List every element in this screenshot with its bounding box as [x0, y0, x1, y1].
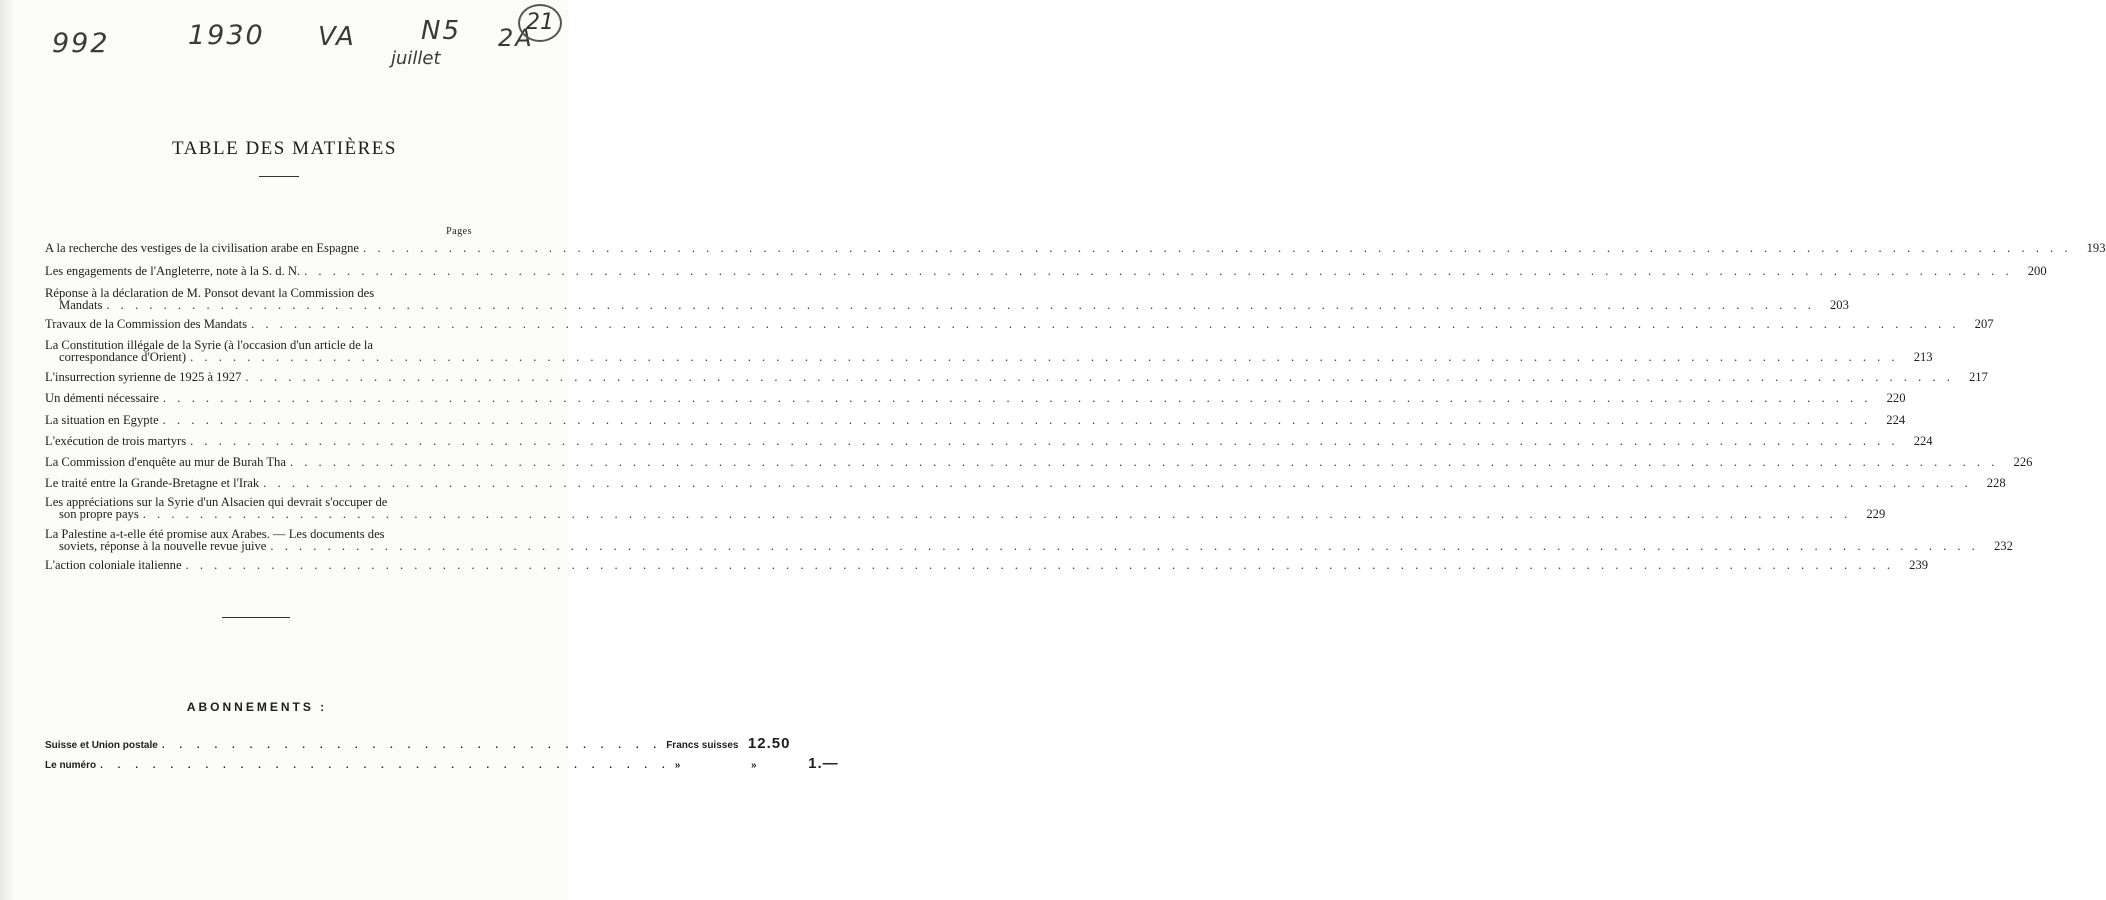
dot-leader: . . . . . . . . . . . . . . . . . . . . . . . . . . . . . . . . . . . . . . . . . . . . . . . . . . . . . . . . . . . . . . . . . . . . . . . . . . . . . . . . . . . . . . . . . . . . . . . . . . . . . . . . . . . . . . . . . . . . . . . . — [245, 370, 1954, 384]
toc-page-number: 220 — [1886, 391, 1906, 405]
toc-entry-line — [45, 413, 1906, 427]
dot-leader: . . . . . . . . . . . . . . . . . . . . . . . . . . . . . . . . . . . . . . . . . . . . . . . . . . . . . . . . . . . . . . . . . . . . . . . . . . . . . . . . . . . . . . . . . . . . . . . . . . . . . . . . . . . . . . . . . . . . . . . . — [251, 317, 1960, 331]
toc-entry — [45, 558, 1929, 572]
handwritten-month: juillet — [391, 48, 441, 69]
handwritten-number: 992 — [52, 28, 110, 59]
toc-entry-title: La Palestine a-t-elle été promise aux Arabes. — Les documents des — [45, 527, 385, 541]
dot-leader: . . . . . . . . . . . . . . . . . . . . . . . . . . . . . . . . . . . . . . . . . . . . . . . . . . . . . . . . . . . . . . . . . . . . . . . . . . . . . . . . . . . . . . . . . . . . . . . . . . . . . . . . . . . . . . . . . . . . . . . . — [162, 413, 1872, 427]
dot-leader: . . . . . . . . . . . . . . . . . . . . . . . . . . . . . . . . . . . . . . . . . . . . . . . . . . . . . . . . . . . . . . . . . . . . . . . . . . . . . . . . . . . . . . . . . . . . . . . . . . . . . . . . . . . . . . . . . . . . . . . . — [106, 298, 1815, 312]
subscription-currency: Francs suisses — [666, 740, 739, 751]
toc-entry-title: Un démenti nécessaire — [45, 391, 159, 405]
subscription-label: Suisse et Union postale — [45, 740, 158, 751]
toc-page-number: 239 — [1909, 558, 1929, 572]
dot-leader: . . . . . . . . . . . . . . . . . . . . . . . . . . . . . — [161, 740, 663, 751]
handwritten-issue: N5 — [421, 16, 461, 46]
toc-entry-title: Le traité entre la Grande-Bretagne et l'Irak — [45, 476, 260, 490]
toc-entry-title: L'exécution de trois martyrs — [45, 434, 187, 448]
dot-leader: . . . . . . . . . . . . . . . . . . . . . . . . . . . . . . . . . . . . . . . . . . . . . . . . . . . . . . . . . . . . . . . . . . . . . . . . . . . . . . . . . . . . . . . . . . . . . . . . . . . . . . . . . . . . . . . . . . . . . . . . — [163, 391, 1872, 405]
toc-entry-title: La Commission d'enquête au mur de Burah Tha — [45, 455, 286, 469]
dot-leader: . . . . . . . . . . . . . . . . . . . . . . . . . . . . . . . . . . . . . . . . . . . . . . . . . . . . . . . . . . . . . . . . . . . . . . . . . . . . . . . . . . . . . . . . . . . . . . . . . . . . . . . . . . . . . . . . . . . . . . . . — [270, 539, 1979, 553]
toc-page-number: 217 — [1968, 370, 1988, 384]
toc-page-number: 228 — [1986, 476, 2006, 490]
toc-entry — [45, 413, 1906, 427]
dot-leader: . . . . . . . . . . . . . . . . . . . . . . . . . . . . . . . . . . . . . . . . . . . . . . . . . . . . . . . . . . . . . . . . . . . . . . . . . . . . . . . . . . . . . . . . . . . . . . . . . . . . . . . . . . . . . . . . . . . . . . . . — [263, 476, 1972, 490]
dot-leader: . . . . . . . . . . . . . . . . . . . . . . . . . . . . . . . . . . . . . . . . . . . . . . . . . . . . . . . . . . . . . . . . . . . . . . . . . . . . . . . . . . . . . . . . . . . . . . . . . . . . . . . . . . . . . . . . . . . . . . . . — [142, 507, 1852, 521]
toc-entry — [45, 370, 1988, 384]
toc-entry — [45, 241, 2106, 255]
toc-page-number: 193 — [2086, 241, 2106, 255]
toc-entry-line — [45, 455, 2033, 469]
handwritten-sheet: 2A — [498, 24, 534, 52]
dot-leader: . . . . . . . . . . . . . . . . . . . . . . . . . . . . . . . . . — [100, 760, 671, 771]
toc-page-number: 224 — [1913, 434, 1933, 448]
subscription-label: Le numéro — [45, 760, 97, 771]
toc-entry-title: Les engagements de l'Angleterre, note à la S. d. N. — [45, 264, 301, 278]
toc-entry-title: Réponse à la déclaration de M. Ponsot devant la Commission des — [45, 286, 375, 300]
pages-column-label: Pages — [446, 226, 472, 237]
subscriptions-title: ABONNEMENTS : — [186, 700, 328, 714]
toc-entry-title: Mandats — [59, 298, 103, 312]
page-title: TABLE DES MATIÈRES — [172, 138, 397, 159]
toc-entry-line — [45, 370, 1988, 384]
toc-page-number: 207 — [1974, 317, 1994, 331]
subscription-currency: » » — [674, 760, 791, 771]
toc-entry — [45, 338, 1933, 364]
toc-page-number: 203 — [1829, 298, 1849, 312]
toc-entry — [45, 455, 2033, 469]
toc-entry — [45, 476, 2006, 490]
dot-leader: . . . . . . . . . . . . . . . . . . . . . . . . . . . . . . . . . . . . . . . . . . . . . . . . . . . . . . . . . . . . . . . . . . . . . . . . . . . . . . . . . . . . . . . . . . . . . . . . . . . . . . . . . . . . . . . . . . . . . . . . — [289, 455, 1999, 469]
dot-leader: . . . . . . . . . . . . . . . . . . . . . . . . . . . . . . . . . . . . . . . . . . . . . . . . . . . . . . . . . . . . . . . . . . . . . . . . . . . . . . . . . . . . . . . . . . . . . . . . . . . . . . . . . . . . . . . . . . . . . . . . — [363, 241, 2072, 255]
circled-page-note: 21 — [518, 4, 562, 42]
dot-leader: . . . . . . . . . . . . . . . . . . . . . . . . . . . . . . . . . . . . . . . . . . . . . . . . . . . . . . . . . . . . . . . . . . . . . . . . . . . . . . . . . . . . . . . . . . . . . . . . . . . . . . . . . . . . . . . . . . . . . . . . — [190, 350, 1899, 364]
toc-entry — [45, 317, 1994, 331]
handwritten-volume: VA — [318, 22, 356, 52]
toc-entry-continuation — [45, 350, 1933, 364]
toc-entry — [45, 527, 2013, 553]
toc-page-number: 229 — [1866, 507, 1886, 521]
toc-page-number: 226 — [2013, 455, 2033, 469]
toc-page-number: 213 — [1913, 350, 1933, 364]
toc-entry-title: correspondance d'Orient) — [59, 350, 187, 364]
toc-entry-title: L'insurrection syrienne de 1925 à 1927 — [45, 370, 242, 384]
toc-entry-line — [45, 476, 2006, 490]
subscription-price: 1.— — [808, 755, 839, 772]
toc-entry — [45, 495, 1886, 521]
section-divider — [222, 617, 290, 618]
toc-entry-line — [45, 317, 1994, 331]
toc-entry-title: Travaux de la Commission des Mandats — [45, 317, 248, 331]
toc-entry-continuation — [45, 539, 2013, 553]
subscription-price: 12.50 — [747, 735, 791, 752]
toc-entry-continuation — [45, 298, 1849, 312]
subscription-row — [45, 735, 791, 752]
toc-entry-title: son propre pays — [59, 507, 139, 521]
toc-entry — [45, 391, 1906, 405]
dot-leader: . . . . . . . . . . . . . . . . . . . . . . . . . . . . . . . . . . . . . . . . . . . . . . . . . . . . . . . . . . . . . . . . . . . . . . . . . . . . . . . . . . . . . . . . . . . . . . . . . . . . . . . . . . . . . . . . . . . . . . . . — [185, 558, 1895, 572]
toc-entry — [45, 434, 1933, 448]
toc-entry-line — [45, 558, 1929, 572]
toc-page-number: 224 — [1886, 413, 1906, 427]
toc-entry — [45, 264, 2047, 278]
toc-entry-title: La situation en Egypte — [45, 413, 159, 427]
toc-entry-title: L'action coloniale italienne — [45, 558, 182, 572]
toc-page-number: 200 — [2027, 264, 2047, 278]
toc-entry-line — [45, 241, 2106, 255]
toc-entry — [45, 286, 1849, 312]
toc-entry-title: A la recherche des vestiges de la civilisation arabe en Espagne — [45, 241, 360, 255]
toc-entry-title: La Constitution illégale de la Syrie (à l'occasion d'un article de la — [45, 338, 374, 352]
page-edge-shadow — [0, 0, 14, 900]
toc-entry-title: Les appréciations sur la Syrie d'un Alsacien qui devrait s'occuper de — [45, 495, 388, 509]
toc-entry-line — [45, 391, 1906, 405]
subscription-row — [45, 755, 839, 772]
toc-entry-line — [45, 434, 1933, 448]
dot-leader: . . . . . . . . . . . . . . . . . . . . . . . . . . . . . . . . . . . . . . . . . . . . . . . . . . . . . . . . . . . . . . . . . . . . . . . . . . . . . . . . . . . . . . . . . . . . . . . . . . . . . . . . . . . . . . . . . . . . . . . . — [304, 264, 2013, 278]
toc-entry-title: soviets, réponse à la nouvelle revue juive — [59, 539, 267, 553]
toc-entry-line — [45, 264, 2047, 278]
dot-leader: . . . . . . . . . . . . . . . . . . . . . . . . . . . . . . . . . . . . . . . . . . . . . . . . . . . . . . . . . . . . . . . . . . . . . . . . . . . . . . . . . . . . . . . . . . . . . . . . . . . . . . . . . . . . . . . . . . . . . . . . — [190, 434, 1899, 448]
toc-entry-continuation — [45, 507, 1886, 521]
title-divider — [259, 176, 299, 177]
handwritten-year: 1930 — [188, 20, 265, 51]
toc-page-number: 232 — [1993, 539, 2013, 553]
